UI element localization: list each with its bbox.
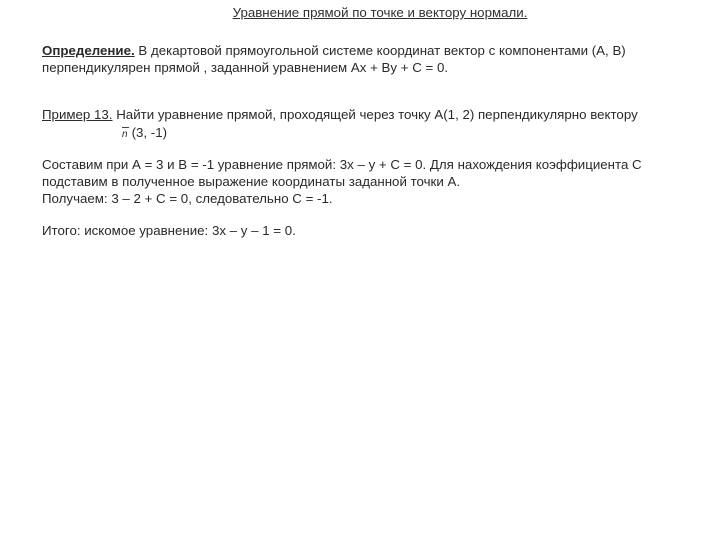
vector-line	[122, 124, 167, 143]
definition-line-1	[42, 42, 692, 59]
definition-text-2: перпендикулярен прямой , заданной уравнением Ax + By + C = 0.	[42, 60, 449, 75]
example-line	[42, 106, 692, 123]
solution-line-2: подставим в полученное выражение координаты заданной точки А.	[42, 174, 461, 189]
definition-text-1: В декартовой прямоугольной системе координат вектор с компонентами (A, B)	[134, 43, 626, 58]
definition-paragraph	[42, 42, 692, 76]
result-paragraph	[42, 222, 692, 239]
example-label: Пример 13.	[42, 107, 113, 122]
vector-value: (3, -1)	[131, 125, 168, 140]
vector-symbol: n	[122, 126, 128, 143]
example-paragraph	[42, 106, 692, 123]
example-text: Найти уравнение прямой, проходящей через точку А(1, 2) перпендикулярно вектору	[112, 107, 638, 122]
definition-label: Определение.	[42, 43, 135, 58]
solution-line-3: Получаем: 3 – 2 + C = 0, следовательно С = -1.	[42, 191, 333, 206]
result-text: Итого: искомое уравнение: 3х – у – 1 = 0.	[42, 223, 296, 238]
solution-paragraph	[42, 156, 692, 207]
solution-line-1: Составим при А = 3 и В = -1 уравнение прямой: 3х – у + С = 0. Для нахождения коэффициента С	[42, 157, 642, 172]
page-title: Уравнение прямой по точке и вектору нормали.	[232, 5, 528, 20]
